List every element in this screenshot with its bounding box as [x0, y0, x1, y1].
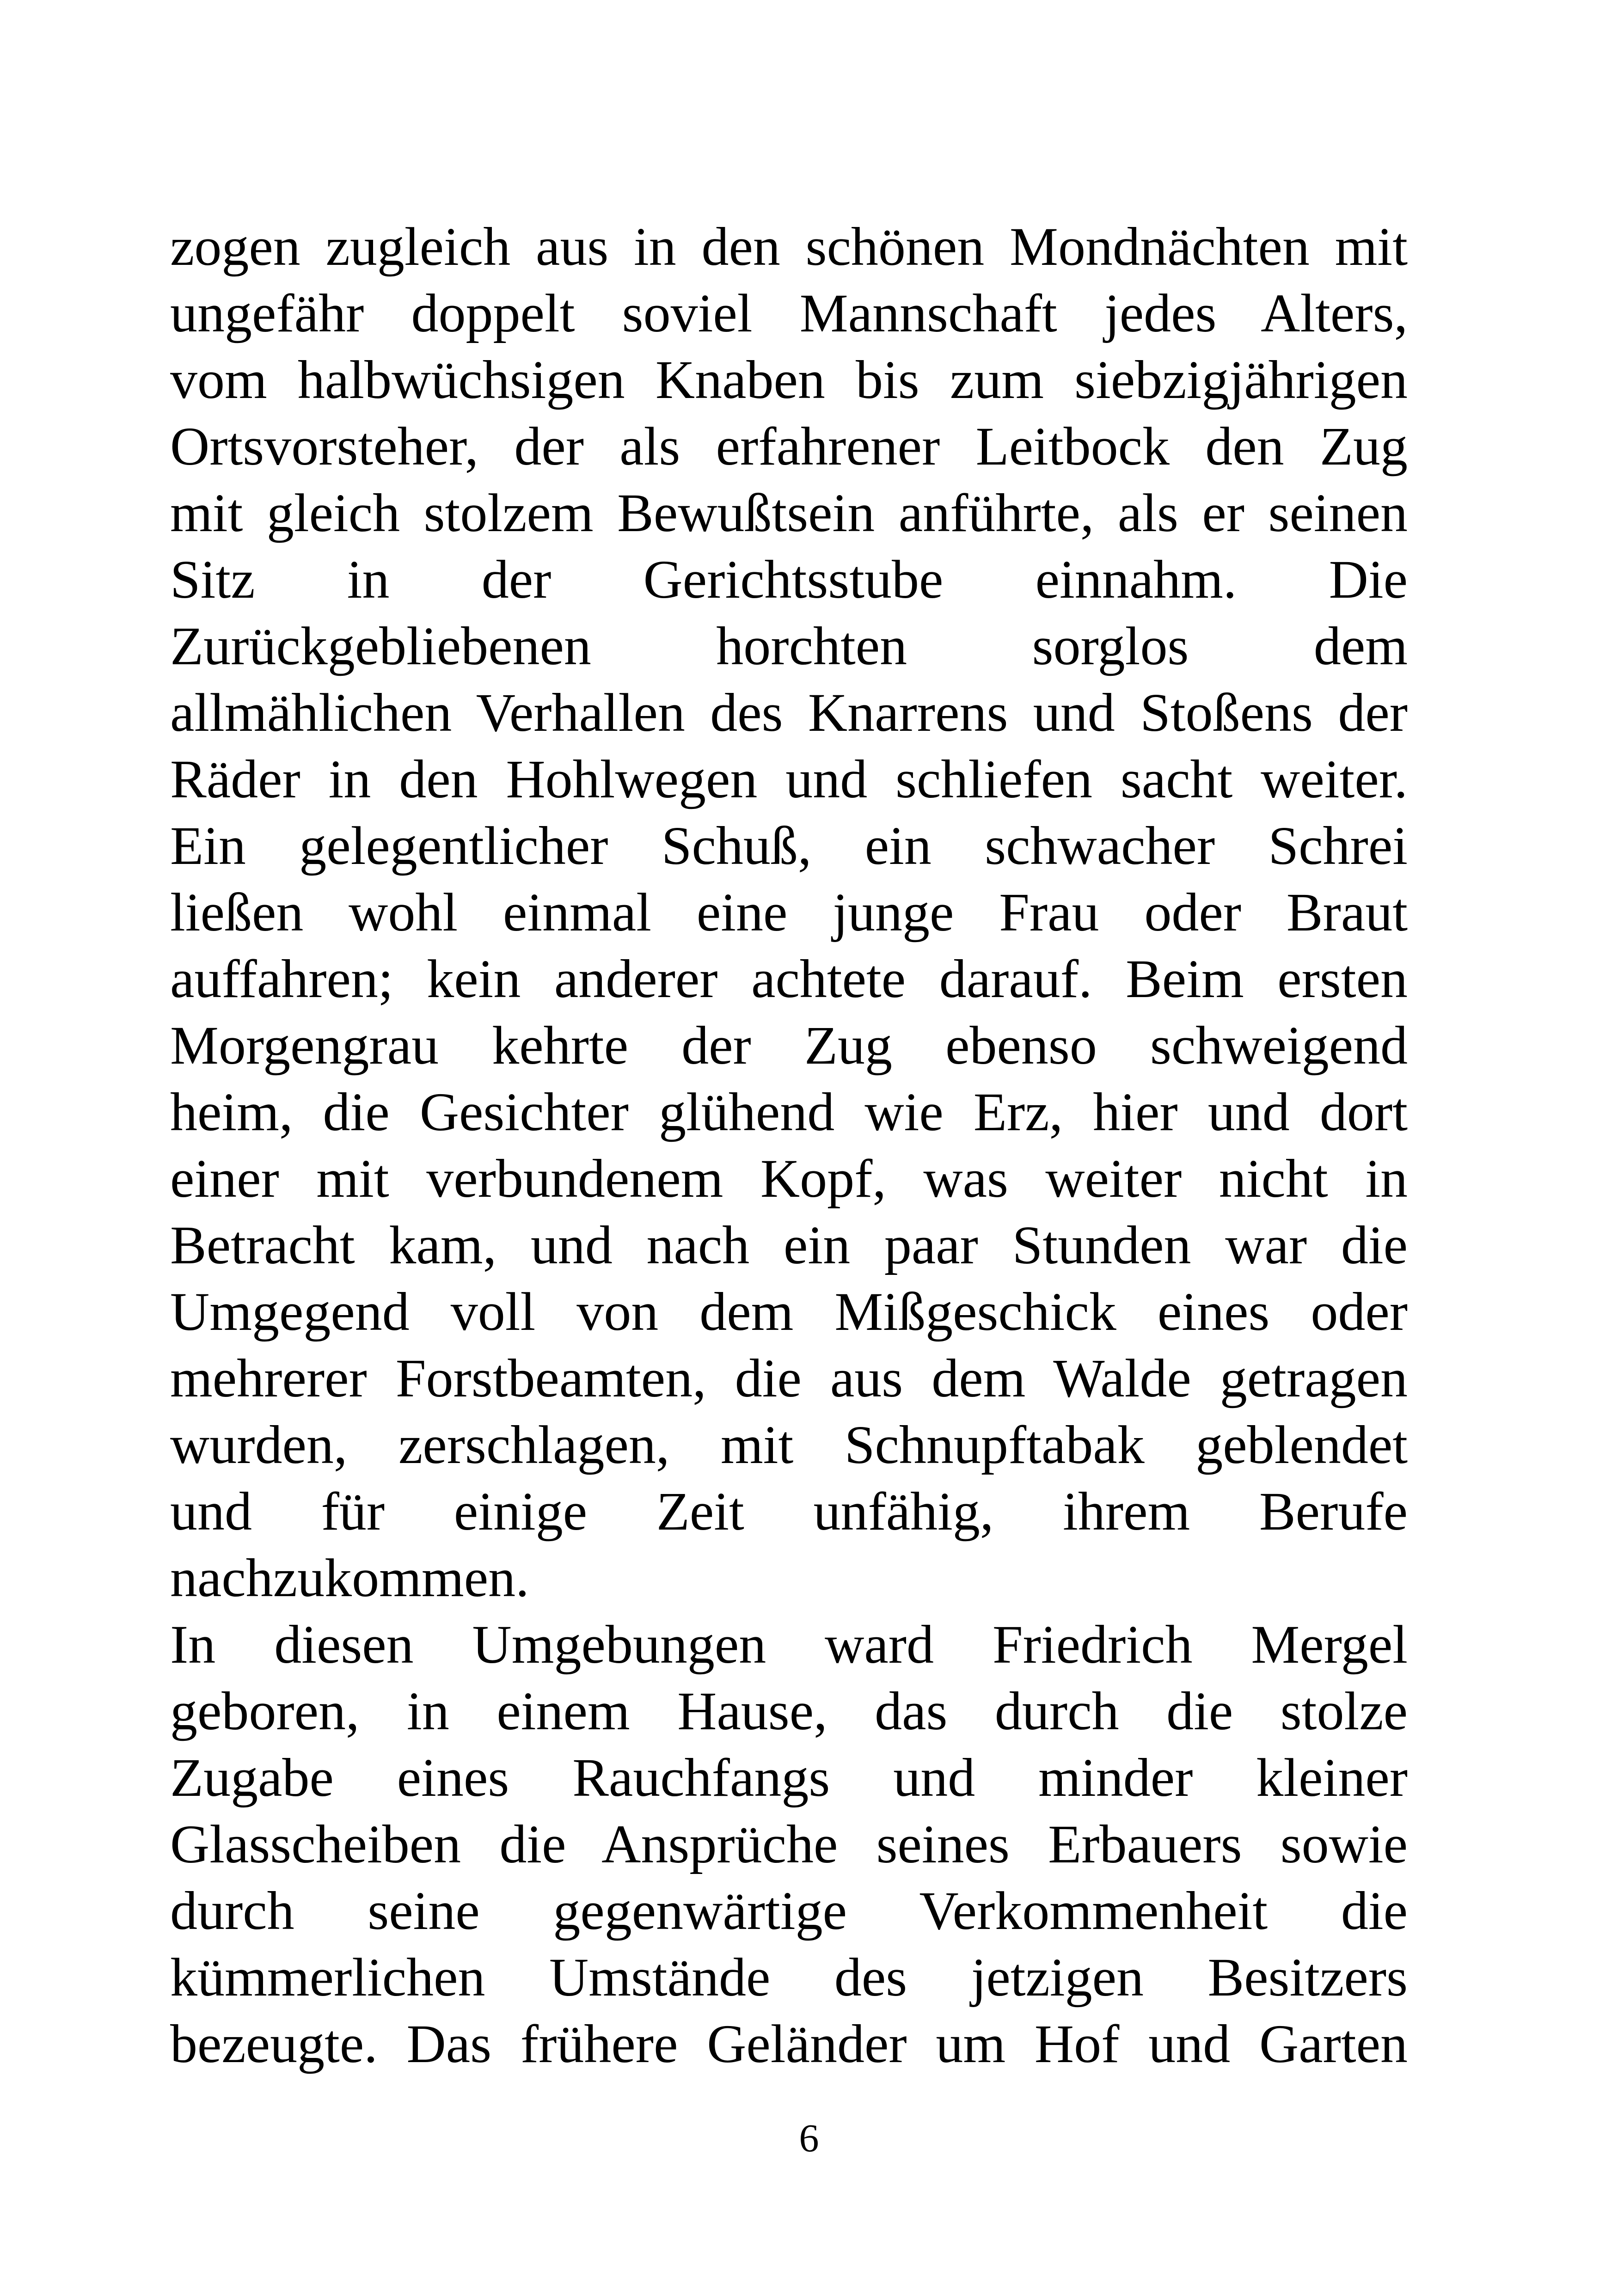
text-line: mit gleich stolzem Bewußtsein anführte, als er seinen — [170, 483, 1408, 543]
text-line: In diesen Umgebungen ward Friedrich Mergel — [170, 1614, 1408, 1675]
text-line: Ortsvorsteher, der als erfahrener Leitbock den Zug — [170, 416, 1408, 477]
text-line: Räder in den Hohlwegen und schliefen sacht weiter. — [170, 749, 1408, 809]
text-line: ließen wohl einmal eine junge Frau oder Braut — [170, 882, 1408, 943]
text-line: Ein gelegentlicher Schuß, ein schwacher Schrei — [170, 815, 1408, 876]
paragraph-end-line: nachzukommen. — [170, 1548, 529, 1608]
text-line: mehrerer Forstbeamten, die aus dem Walde getragen — [170, 1348, 1408, 1408]
text-line: wurden, zerschlagen, mit Schnupftabak geblendet — [170, 1414, 1408, 1475]
page-number: 6 — [799, 2116, 819, 2160]
text-line: bezeugte. Das frühere Geländer um Hof und Garten — [170, 2014, 1408, 2074]
text-line: Betracht kam, und nach ein paar Stunden war die — [170, 1215, 1408, 1275]
text-line: Umgegend voll von dem Mißgeschick eines oder — [170, 1281, 1408, 1342]
body-text — [170, 214, 1408, 2077]
text-line: zogen zugleich aus in den schönen Mondnächten mit — [170, 216, 1408, 277]
text-line: ungefähr doppelt soviel Mannschaft jedes Alters, — [170, 283, 1408, 343]
text-line: vom halbwüchsigen Knaben bis zum siebzigjährigen — [170, 349, 1408, 410]
text-line: Morgengrau kehrte der Zug ebenso schweigend — [170, 1015, 1408, 1076]
text-line: allmählichen Verhallen des Knarrens und Stoßens der — [170, 682, 1408, 743]
text-line: einer mit verbundenem Kopf, was weiter nicht in — [170, 1148, 1408, 1209]
text-line: und für einige Zeit unfähig, ihrem Berufe — [170, 1481, 1408, 1542]
text-line: auffahren; kein anderer achtete darauf. Beim ersten — [170, 949, 1408, 1009]
text-line: kümmerlichen Umstände des jetzigen Besitzers — [170, 1947, 1408, 2008]
text-line: Sitz in der Gerichtsstube einnahm. Die — [170, 549, 1408, 610]
text-line: durch seine gegenwärtige Verkommenheit die — [170, 1880, 1408, 1941]
text-line: heim, die Gesichter glühend wie Erz, hier und dort — [170, 1082, 1408, 1142]
text-line: Zugabe eines Rauchfangs und minder kleiner — [170, 1747, 1408, 1808]
text-line: Zurückgebliebenen horchten sorglos dem — [170, 616, 1408, 676]
text-line: Glasscheiben die Ansprüche seines Erbauers sowie — [170, 1814, 1408, 1874]
text-line: geboren, in einem Hause, das durch die stolze — [170, 1681, 1408, 1741]
